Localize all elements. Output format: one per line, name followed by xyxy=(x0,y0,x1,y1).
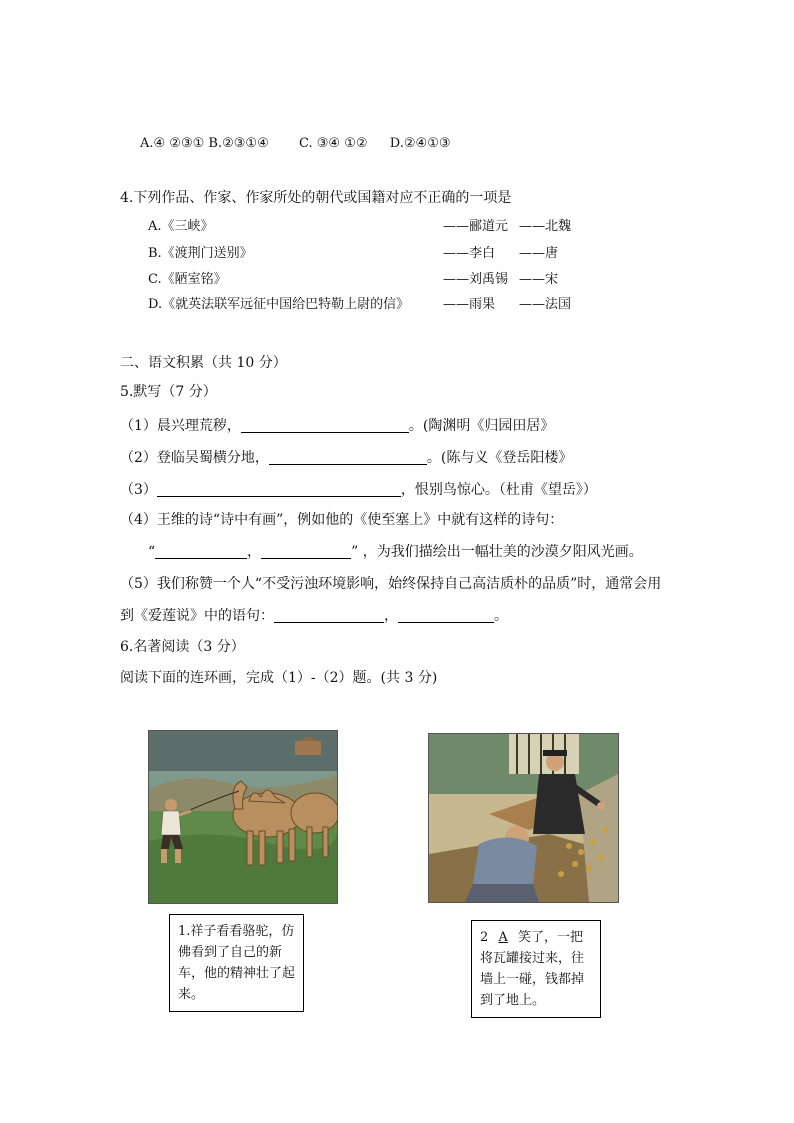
jar-illustration xyxy=(429,734,618,902)
q4-stem: 4.下列作品、作家、作家所处的朝代或国籍对应不正确的一项是 xyxy=(120,190,512,206)
q4-option-b-era: ——唐 xyxy=(519,246,559,261)
q4-option-c-work: C.《陋室铭》 xyxy=(148,272,227,287)
comic-caption-1: 1.祥子看看骆驼，仿佛看到了自己的新车，他的精神壮了起来。 xyxy=(169,914,304,1012)
q5-item-4-line2: “ ， ” ，为我们描绘出一幅壮美的沙漠夕阳风光画。 xyxy=(148,544,643,560)
q3-option-a: A.④ ②③① xyxy=(140,136,205,151)
q3-option-b: B.②③①④ xyxy=(208,136,269,151)
answer-blank[interactable] xyxy=(241,418,409,433)
answer-blank[interactable] xyxy=(398,608,494,623)
q4-option-b-work: B.《渡荆门送别》 xyxy=(148,246,253,261)
comic-image-jar xyxy=(428,733,619,903)
section-2-title: 二、语文积累（共 10 分） xyxy=(120,355,287,371)
q6-title: 6.名著阅读（3 分） xyxy=(120,639,245,655)
answer-blank[interactable] xyxy=(269,450,427,465)
camel-illustration xyxy=(149,731,337,903)
q5-item-1: （1）晨兴理荒秽， 。(陶渊明《归园田居》 xyxy=(120,418,555,434)
q5-item-5-line2: 到《爱莲说》中的语句： ， 。 xyxy=(120,608,508,624)
comic-caption-2 xyxy=(471,920,601,1018)
answer-blank[interactable] xyxy=(155,544,247,559)
q3-options-line xyxy=(140,136,451,151)
q4-option-b-author: ——李白 xyxy=(443,246,496,261)
answer-blank[interactable] xyxy=(157,482,401,497)
q4-option-a-author: ——郦道元 xyxy=(443,219,509,234)
q4-option-c-author: ——刘禹锡 xyxy=(443,272,509,287)
q4-option-c-era: ——宋 xyxy=(519,272,559,287)
q5-item-3: （3） ，恨别鸟惊心。（杜甫《望岳》） xyxy=(120,482,597,498)
caption-2-number: 2 xyxy=(480,930,489,945)
q5-item-4-line1: （4）王维的诗“诗中有画”，例如他的《使至塞上》中就有这样的诗句： xyxy=(120,512,564,528)
q4-option-d-author: ——雨果 xyxy=(443,297,496,312)
q5-item-5-line1: （5）我们称赞一个人“不受污浊环境影响，始终保持自己高洁质朴的品质”时，通常会用 xyxy=(120,576,662,592)
caption-2-text: 笑了，一把将瓦罐接过来，往墙上一碰，钱都掉到了地上。 xyxy=(480,930,585,1008)
q6-intro: 阅读下面的连环画，完成（1）-（2）题。(共 3 分) xyxy=(120,670,438,686)
q4-option-a-era: ——北魏 xyxy=(519,219,572,234)
q3-option-d: D.②④①③ xyxy=(389,136,451,151)
answer-blank[interactable] xyxy=(261,544,351,559)
q5-title: 5.默写（7 分） xyxy=(120,384,217,400)
q4-option-d-era: ——法国 xyxy=(519,297,572,312)
q4-option-a-work: A.《三峡》 xyxy=(148,219,214,234)
answer-blank[interactable] xyxy=(274,608,384,623)
q4-option-d-work: D.《就英法联军远征中国给巴特勒上尉的信》 xyxy=(148,297,410,312)
q5-item-2: （2）登临吴蜀横分地， 。(陈与义《登岳阳楼》 xyxy=(120,450,573,466)
q3-option-c: C. ③④ ①② xyxy=(299,136,368,151)
comic-image-camels xyxy=(148,730,338,904)
caption-2-answer-blank[interactable]: A xyxy=(498,930,508,945)
